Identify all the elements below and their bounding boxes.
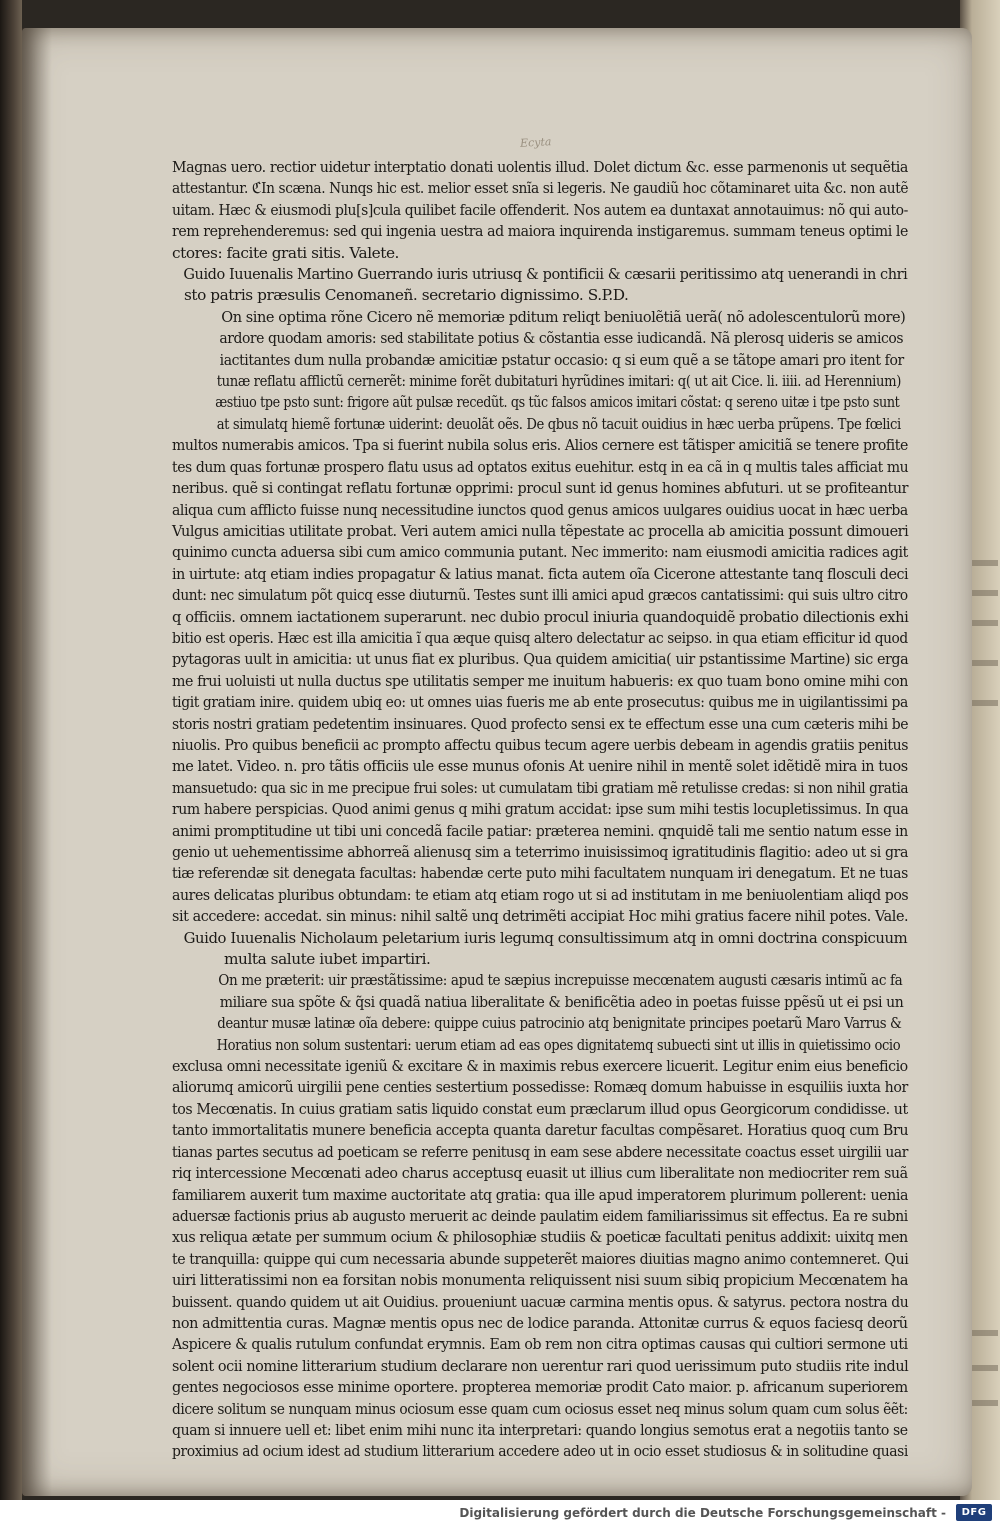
text-line: ardore quodam amoris: sed stabilitate potius & cõstantia esse iudicandã. Nã plerosq uideris se amicos — [219, 329, 904, 348]
dfg-logo: DFG — [956, 1504, 992, 1521]
text-line: pytagoras uult in amicitia: ut unus fiat ex pluribus. Qua quidem amicitia( uir pstantissime Martine) sic erga — [172, 650, 909, 669]
text-line: genio ut uehementissime abhorreã alienusq sim a teterrimo inuisissimoq igratitudinis flagitio: adeo ut si gra — [172, 843, 909, 861]
text-line: xus reliqua ætate per summum ocium & philosophiæ studiis & poeticæ facultati penitus addixit: uixitq men — [172, 1228, 908, 1247]
text-line: deantur musæ latinæ oĩa debere: quippe cuius patrocinio atq benignitate principes poetarũ Maro Varrus & — [217, 1014, 902, 1033]
text-line: dicere solitum se nunquam minus ociosum esse quam cum ociosus esset neq minus solum quam cum solus ẽẽt: — [172, 1399, 908, 1418]
text-line: multa salute iubet impartiri. — [224, 950, 431, 969]
text-line: aliorumq amicorũ uirgilii pene centies sestertium possedisse: Romæq domum habuisse in esquiliis iuxta hor — [172, 1078, 908, 1097]
text-line: tianas partes secutus ad poeticam se referre penitusq in eam sese abdere necessitate coactus esset uirgilii uar — [172, 1142, 908, 1161]
footer-bar — [0, 1500, 1000, 1526]
text-line: sit accedere: accedat. sin minus: nihil saltẽ unq detrimẽti accipiat Hoc mihi gratius facere nihil potes. Vale. — [172, 907, 909, 926]
text-line: tiæ referendæ sit denegata facultas: habendæ certe puto mihi facultatem nunquam iri denegatum. Et ne tuas — [172, 864, 908, 883]
text-line: exclusa omni necessitate igeniũ & excitare & in maximis rebus exercere licuerit. Legitur enim eius beneficio — [172, 1057, 908, 1076]
text-line: rum habere perspicias. Quod animi genus q mihi gratum accidat: ipse sum mihi testis locupletissimus. In qua — [172, 800, 909, 819]
text-line: On sine optima rõne Cicero nẽ memoriæ pditum reliqt beniuolẽtiã uerã( nõ adolescentulorũ more) — [221, 307, 906, 326]
text-line: gentes negociosos esse minime oportere. propterea memoriæ prodit Cato maior. p. africanum superiorem — [172, 1378, 908, 1397]
text-line: buissent. quando quidem ut ait Ouidius. proueniunt uacuæ carmina mentis opus. & satyrus. pectora nostra du — [172, 1292, 909, 1311]
text-line: tigit gratiam inire. quidem ubiq eo: ut omnes uias fueris me ab ente prosecutus: quibus me in uigilantissimi pa — [172, 693, 908, 712]
text-line: quinimo cuncta aduersa sibi cum amico communia putant. Nec immerito: nam eiusmodi amicitia radices agit — [172, 543, 908, 562]
text-line: familiarem auxerit tum maxime auctoritate atq gratia: qua ille apud imperatorem plurimum pollerent: uenia — [172, 1185, 909, 1204]
text-line: attestantur. ℭIn scæna. Nunqs hic est. melior esset snĩa si legeris. Ne gaudiũ hoc cõtaminaret uita &c. non autẽ — [172, 179, 909, 198]
text-line: aures delicatas pluribus obtundam: te etiam atq etiam rogo ut si ad institutam in me beniuolentiam aliqd pos — [172, 885, 909, 904]
text-line: Horatius non solum sustentari: uerum etiam ad eas opes dignitatemq subuecti sint ut illis in quietissimo ocio — [216, 1035, 901, 1054]
text-line: bitio est operis. Hæc est illa amicitia ĩ qua æque quisq altero delectatur ac seipso. in qua etiam efficitur id quod — [172, 628, 908, 647]
text-line: neribus. quẽ si contingat reflatu fortunæ opprimi: procul sunt id genus homines abfuturi. ut se profiteantur — [172, 479, 909, 498]
text-line: Vulgus amicitias utilitate probat. Veri autem amici nulla tẽpestate ac procella ab amicitia possunt dimoueri — [172, 521, 909, 540]
text-line: solent ocii nomine litterarium studium declarare non uerentur rari quod uerissimum puto studiis rite indul — [172, 1356, 909, 1375]
text-line: te tranquilla: quippe qui cum necessaria abunde suppeterẽt maiores diuitias magno animo contemneret. Qui — [172, 1249, 909, 1268]
text-line: tos Mecœnatis. In cuius gratiam satis liquido constat eum præclarum illud opus Georgicorum condidisse. ut — [172, 1099, 908, 1118]
text-line: aliqua cum afflicto fuisse nunq necessitudine iunctos quod genus amicos uulgares ouidius uocat in hæc uerba — [172, 500, 908, 519]
text-line: Magnas uero. rectior uidetur interptatio donati uolentis illud. Dolet dictum &c. esse parmenonis ut sequẽtia — [172, 158, 908, 176]
text-line: rem reprehenderemus: sed qui ingenia uestra ad maiora inquirenda instigaremus. summam teneus optimi le — [172, 222, 908, 241]
text-line: at simulatq hiemẽ fortunæ uiderint: deuolãt oẽs. De qbus nõ tacuit ouidius in hæc uerba prũpens. Tpe fœlici — [216, 414, 901, 433]
text-line: Guido Iuuenalis Martino Guerrando iuris utriusq & pontificii & cæsarii peritissimo atq uenerandi in chri — [183, 265, 908, 284]
page-gutter-shadow — [22, 28, 52, 1496]
text-line: Guido Iuuenalis Nicholaum peletarium iuris legumq consultissimum atq in omni doctrina conspicuum — [183, 928, 908, 947]
text-line: dunt: nec simulatum põt quicq esse diuturnũ. Testes sunt illi amici apud græcos cantatissimi: qui suis ultro citro — [172, 586, 908, 605]
text-line: tunæ reflatu afflictũ cernerẽt: minime forẽt dubitaturi hyrũdines imitari: q( ut ait Cice. li. iiii. ad Herennium) — [216, 372, 901, 391]
text-line: storis nostri gratiam pedetentim insinuares. Quod profecto sensi ex te effectum esse una cum cæteris mihi be — [172, 714, 909, 733]
text-line: On me præterit: uir præstãtissime: apud te sæpius increpuisse mecœnatem augusti cæsaris intimũ ac fa — [218, 971, 903, 990]
text-line: tanto immortalitatis munere beneficia accepta quanta daretur facultas compẽsaret. Horatius quoq cum Bru — [172, 1121, 909, 1140]
text-line: quam si innuere uell et: libet enim mihi nunc ita interpretari: quando longius semotus erat a negotiis tanto se — [172, 1420, 908, 1439]
text-line: uiri litteratissimi non ea forsitan nobis monumenta reliquissent nisi suum sibiq propicium Mecœnatem ha — [172, 1271, 908, 1290]
text-line: non admittentia curas. Magnæ mentis opus nec de lodice paranda. Attonitæ currus & equos faciesq deorũ — [172, 1313, 908, 1332]
text-line: sto patris præsulis Cenomaneñ. secretario dignissimo. S.P.D. — [184, 286, 629, 305]
text-line: multos numerabis amicos. Tpa si fuerint nubila solus eris. Alios cernere est tãtisper amicitiã se tenere profite — [172, 436, 908, 455]
text-line: aduersæ factionis prius ab augusto meruerit ac deinde paulatim eidem familiarissimus sit effectus. Ea re subni — [172, 1206, 908, 1225]
text-line: Aspicere & qualis rutulum confundat erymnis. Eam ob rem non citra optimas causas qui cultiori sermone uti — [172, 1335, 908, 1354]
text-line: miliare sua spõte & q̃si quadã natiua liberalitate & benificẽtia adeo in poetas fuisse ppẽsũ ut ei psi un — [219, 992, 904, 1011]
book-binding-edge — [0, 0, 22, 1500]
text-line: me frui uoluisti ut nulla ductus spe utilitatis semper me inuitum habueris: ex quo tuam bono omine mihi con — [172, 671, 908, 690]
text-line: in uirtute: atq etiam indies propagatur & latius manat. ficta autem oĩa Cicerone attestante tanq flosculi deci — [172, 564, 909, 583]
text-line: ctores: facite grati sitis. Valete. — [172, 243, 399, 262]
text-line: riq intercessione Mecœnati adeo charus acceptusq euasit ut illius cum liberalitate non mediocriter rem suã — [172, 1164, 908, 1183]
signature-mark: Ecyta — [519, 135, 552, 150]
page-text-block — [172, 157, 908, 1463]
text-line: animi promptitudine ut tibi uni concedã facile patiar: præterea nemini. qnquidẽ tali me sentio natum esse in — [172, 821, 908, 840]
text-line: niuolis. Pro quibus beneficii ac prompto affectu quibus tecum agere uerbis debeam in agendis gratiis penitus — [172, 735, 909, 754]
text-line: tes dum quas fortunæ prospero flatu usus ad optatos exitus euehitur. estq in ea cã in q multis tales afficiat mu — [172, 457, 909, 476]
text-line: me latet. Video. n. pro tãtis officiis ule esse munus ofonis At uenire nihil in mentẽ solet idẽtidẽ mira in tuos — [172, 757, 908, 776]
text-line: æstiuo tpe psto sunt: frigore aũt pulsæ recedũt. qs tũc falsos amicos imitari cõstat: q sereno uitæ i tpe psto sunt — [215, 393, 900, 412]
text-line: iactitantes dum nulla probandæ amicitiæ pstatur occasio: q si eum quẽ a se tãtope amari pro itent for — [219, 350, 904, 369]
text-line: uitam. Hæc & eiusmodi plu[s]cula quilibet facile offenderit. Nos autem ea duntaxat annotauimus: nõ qui auto- — [172, 200, 908, 219]
text-line: mansuetudo: qua sic in me precipue frui soles: ut cumulatam tibi gratiam mẽ retulisse credas: si non nihil gratia — [172, 778, 909, 797]
funding-credit: Digitalisierung gefördert durch die Deutsche Forschungsgemeinschaft - — [459, 1506, 946, 1520]
text-line: q officiis. omnem iactationem superarunt. nec dubio procul iniuria quandoquidẽ probatio dilectionis exhi — [172, 607, 909, 626]
text-line: proximius ad ocium idest ad studium litterarium accedere adeo ut in ocio esset studiosus & in solitudine quasi — [172, 1442, 908, 1461]
